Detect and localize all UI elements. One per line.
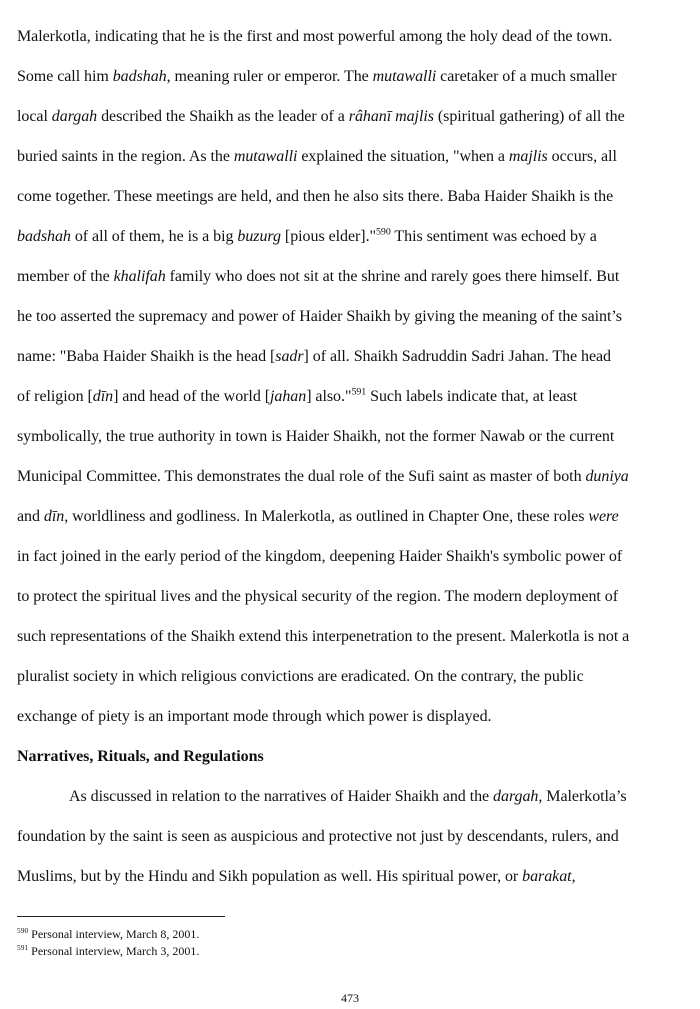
italic-term: sadr	[275, 348, 304, 365]
italic-term: were	[588, 508, 619, 525]
footnote-text: Personal interview, March 3, 2001.	[31, 944, 200, 958]
body-line: local dargah described the Shaikh as the leader of a râhanī majlis (spiritual gathering) of all the	[17, 108, 625, 125]
italic-term: barakat	[522, 868, 572, 885]
body-line: and dīn, worldliness and godliness. In Malerkotla, as outlined in Chapter One, these roles were	[17, 508, 619, 525]
italic-term: khalifah	[113, 268, 166, 285]
section-line: As discussed in relation to the narratives of Haider Shaikh and the dargah, Malerkotla’s	[69, 788, 627, 805]
footnote-reference: 590	[376, 226, 391, 238]
body-line: Malerkotla, indicating that he is the first and most powerful among the holy dead of the town.	[17, 28, 613, 45]
body-line: Some call him badshah, meaning ruler or emperor. The mutawalli caretaker of a much smaller	[17, 68, 617, 85]
body-line: exchange of piety is an important mode through which power is displayed.	[17, 708, 492, 725]
body-line: in fact joined in the early period of the kingdom, deepening Haider Shaikh's symbolic power of	[17, 548, 623, 565]
body-line: member of the khalifah family who does not sit at the shrine and rarely goes there himself. But	[17, 268, 620, 285]
section-line: Muslims, but by the Hindu and Sikh population as well. His spiritual power, or barakat,	[17, 868, 576, 885]
body-line: Municipal Committee. This demonstrates the dual role of the Sufi saint as master of both duniya	[17, 468, 629, 485]
body-line: name: "Baba Haider Shaikh is the head [sadr] of all. Shaikh Sadruddin Sadri Jahan. The head	[17, 348, 612, 365]
italic-term: badshah	[112, 68, 167, 85]
italic-term: duniya	[585, 468, 629, 485]
italic-term: dīn	[92, 388, 114, 405]
body-line: he too asserted the supremacy and power of Haider Shaikh by giving the meaning of the saint’s	[17, 308, 622, 325]
italic-term: mutawalli	[233, 148, 298, 165]
body-line: pluralist society in which religious convictions are eradicated. On the contrary, the public	[17, 668, 584, 685]
italic-term: dargah	[51, 108, 98, 125]
footnote-number: 591	[17, 943, 29, 952]
italic-term: dīn	[43, 508, 65, 525]
footnote-number: 590	[17, 926, 29, 935]
footnote-reference: 591	[351, 386, 367, 398]
body-line: buried saints in the region. As the mutawalli explained the situation, "when a majlis occurs, all	[17, 148, 617, 165]
page-number: 473	[341, 991, 359, 1005]
italic-term: mutawalli	[372, 68, 437, 85]
footnote-text: Personal interview, March 8, 2001.	[31, 927, 200, 941]
body-line: of religion [dīn] and head of the world [jahan] also."$^{591}$ Such labels indicate that, at least	[17, 386, 578, 405]
body-line: badshah of all of them, he is a big buzurg [pious elder]."$^{590}$ This sentiment was echoed by a	[17, 226, 597, 245]
body-line: come together. These meetings are held, and then he also sits there. Baba Haider Shaikh is the	[17, 188, 614, 205]
italic-term: râhanī majlis	[348, 108, 434, 125]
italic-term: jahan	[270, 388, 307, 405]
body-line: such representations of the Shaikh extend this interpenetration to the present. Malerkotla is not a	[17, 628, 630, 645]
body-line: to protect the spiritual lives and the physical security of the region. The modern deployment of	[17, 588, 618, 605]
italic-term: buzurg	[237, 228, 281, 245]
body-line: symbolically, the true authority in town is Haider Shaikh, not the former Nawab or the current	[17, 428, 615, 445]
italic-term: badshah	[17, 228, 71, 245]
footnote-590	[17, 927, 199, 941]
section-heading: Narratives, Rituals, and Regulations	[17, 748, 264, 765]
section-line: foundation by the saint is seen as auspicious and protective not just by descendants, rulers, and	[17, 828, 619, 845]
italic-term: dargah	[493, 788, 539, 805]
italic-term: majlis	[508, 148, 548, 165]
footnote-separator	[17, 916, 225, 917]
footnote-591	[17, 944, 199, 958]
